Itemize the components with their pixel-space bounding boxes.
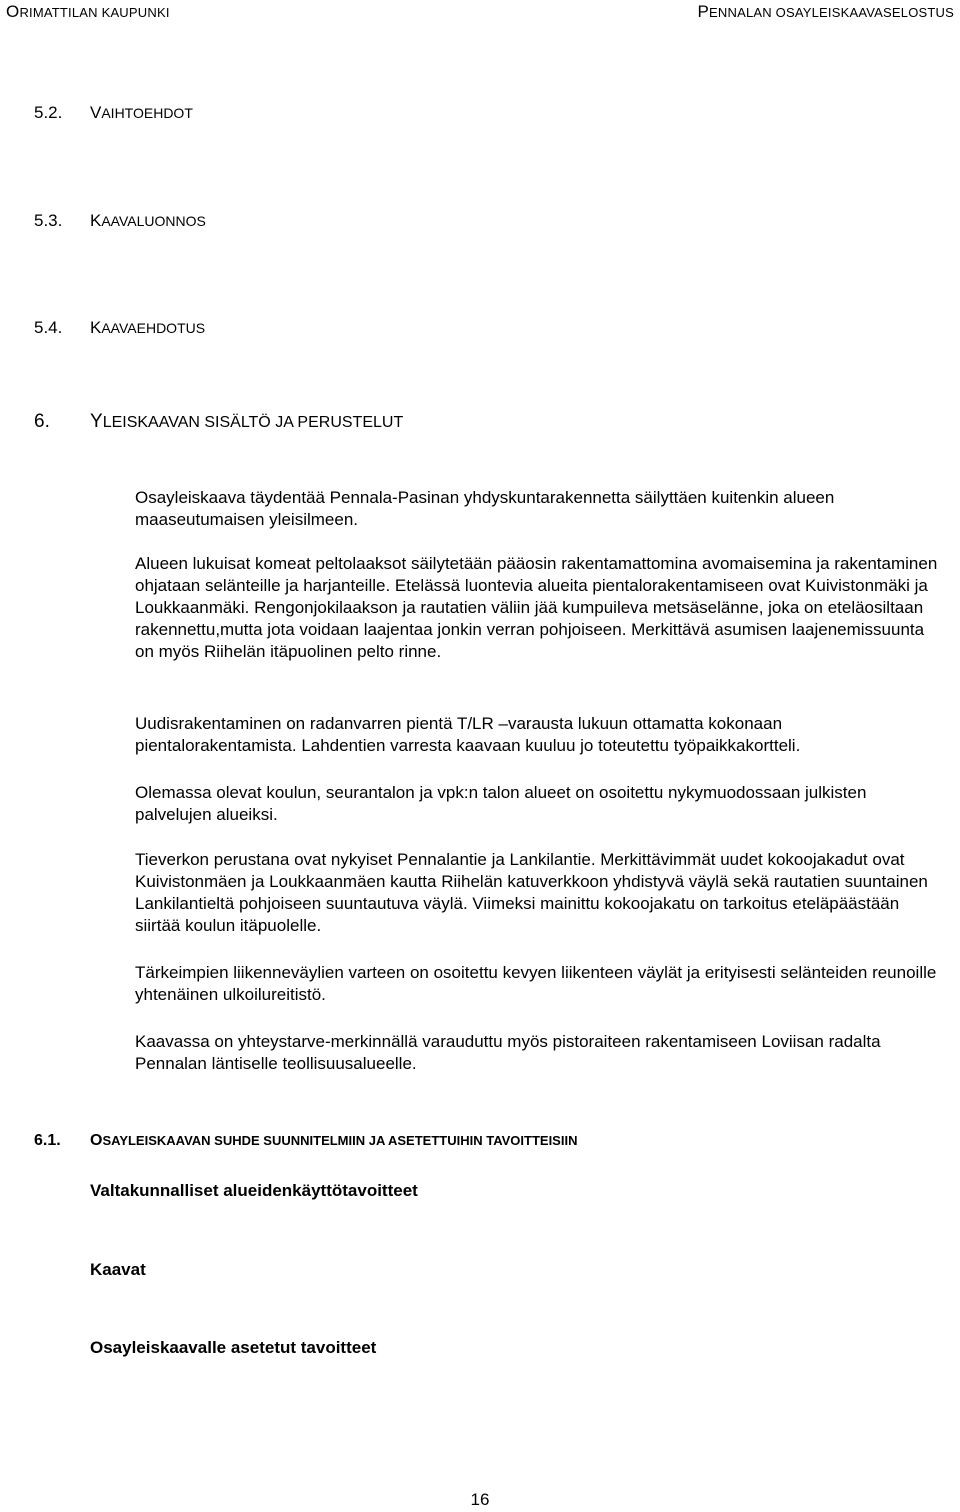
paragraph-1: Osayleiskaava täydentää Pennala-Pasinan yhdyskuntarakennetta säilyttäen kuitenkin alueen maaseutumaisen yleisilmeen. [135, 488, 835, 529]
heading-5-3: 5.3. KAAVALUONNOS [34, 211, 206, 230]
paragraph-3: Uudisrakentaminen on radanvarren pientä T/LR –varausta lukuun ottamatta kokonaan pientalorakentamista. Lahdentien varresta kaavaan kuuluu jo toteutettu työpaikkakortteli. [135, 714, 801, 755]
heading-number: 6.1. [34, 1132, 61, 1149]
heading-6-1: 6.1. OSAYLEISKAAVAN SUHDE SUUNNITELMIIN JA ASETETTUIHIN TAVOITTEISIIN [34, 1132, 578, 1149]
heading-6: 6. YLEISKAAVAN SISÄLTÖ JA PERUSTELUT [34, 411, 404, 432]
paragraph-5: Tieverkon perustana ovat nykyiset Pennalantie ja Lankilantie. Merkittävimmät uudet kokoojakadut ovat Kuivistonmäen ja Loukkaanmäen kautta Riihelän katuverkkoon yhdistyvä väylä sekä rautatien suuntainen Lankilantieltä pohjoiseen suuntautuva väylä. Viimeksi mainittu kokoojakatu on tarkoitus eteläpäästään siirtää koulun itäpuolelle. [135, 850, 928, 935]
header-municipality: ORIMATTILAN KAUPUNKI [6, 2, 170, 21]
heading-number: 5.3. [34, 211, 63, 230]
heading-number: 5.4. [34, 318, 63, 337]
paragraph-2: Alueen lukuisat komeat peltolaaksot säilytetään pääosin rakentamattomina avomaisemina ja rakentaminen ohjataan selänteille ja harjanteille. Etelässä luontevia alueita pientalorakentamiseen ovat Kuivistonmäki ja Loukkaanmäki. Rengonjokilaakson ja rautatien väliin jää kumpuileva metsäselänne, joka on eteläosiltaan rakennettu,mutta jota voidaan laajentaa jonkin verran pohjoiseen. Merkittävä asumisen laajenemissuunta on myös Riihelän itäpuolinen pelto rinne. [135, 554, 938, 661]
paragraph-7: Kaavassa on yhteystarve-merkinnällä varauduttu myös pistoraiteen rakentamiseen Loviisan radalta Pennalan läntiselle teollisuusalueelle. [135, 1032, 881, 1073]
paragraph-4: Olemassa olevat koulun, seurantalon ja vpk:n talon alueet on osoitettu nykymuodossaan julkisten palvelujen alueiksi. [135, 783, 867, 824]
header-document-title: PENNALAN OSAYLEISKAAVASELOSTUS [697, 2, 954, 21]
subheading-plans: Kaavat [90, 1260, 146, 1279]
paragraph-6: Tärkeimpien liikenneväylien varteen on osoitettu kevyen liikenteen väylät ja erityisesti selänteiden reunoille yhtenäinen ulkoilureitistö. [135, 963, 937, 1004]
page-number: 16 [470, 1490, 490, 1509]
heading-5-2: 5.2. VAIHTOEHDOT [34, 103, 193, 122]
subheading-national-goals: Valtakunnalliset alueidenkäyttötavoitteet [90, 1181, 418, 1200]
heading-number: 5.2. [34, 103, 63, 122]
heading-number: 6. [34, 411, 50, 432]
subheading-plan-goals: Osayleiskaavalle asetetut tavoitteet [90, 1338, 377, 1357]
heading-5-4: 5.4. KAAVAEHDOTUS [34, 318, 206, 337]
